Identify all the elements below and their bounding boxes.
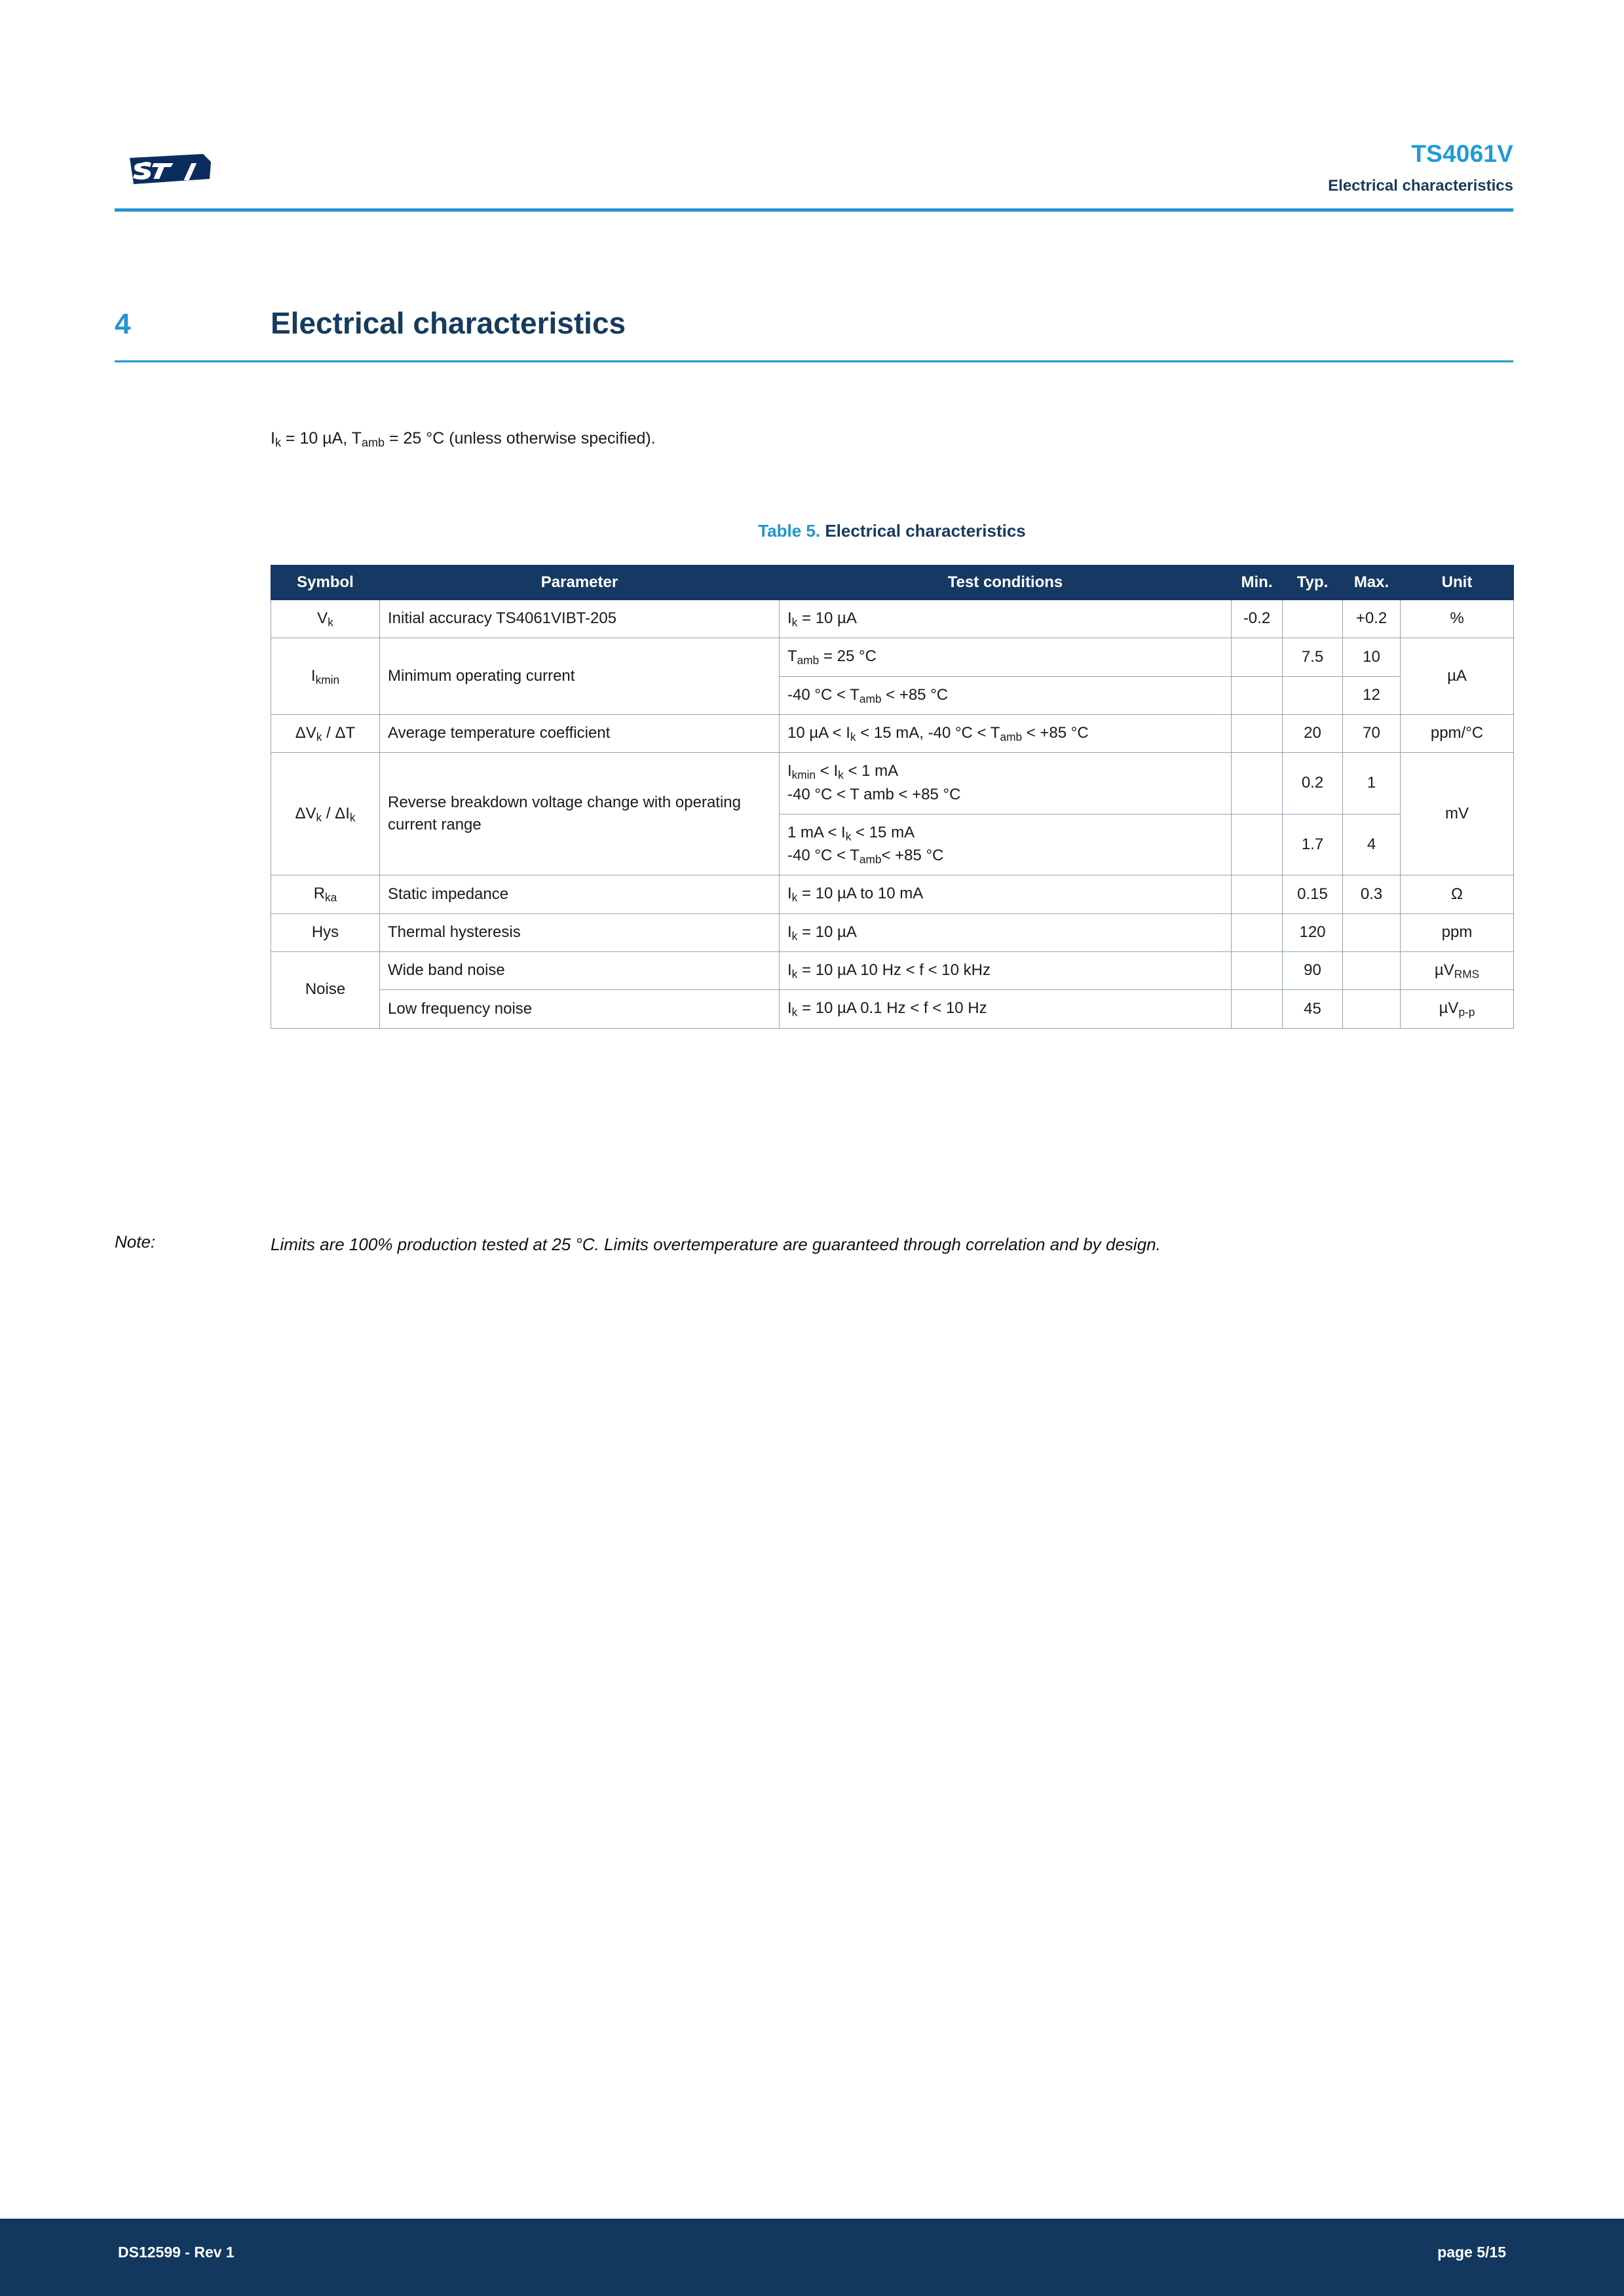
intro-suffix: = 25 °C (unless otherwise specified).: [385, 429, 656, 448]
table-caption-label: Table 5.: [758, 521, 821, 541]
col-header-symbol: Symbol: [271, 565, 380, 600]
table-caption: [271, 521, 1513, 541]
cell-symbol: $\Delta V_k / \Delta I_k$: [271, 753, 380, 875]
electrical-characteristics-table: [271, 565, 1514, 1029]
cell-max: [1343, 913, 1401, 951]
electrical-characteristics-table-wrapper: [271, 565, 1513, 1029]
st-logo-icon: [124, 149, 216, 189]
cell-symbol: $I_{kmin}$: [271, 638, 380, 715]
cell-min: [1232, 814, 1283, 875]
cell-min: [1232, 952, 1283, 990]
cell-max: 0.3: [1343, 875, 1401, 913]
cell-unit: mV: [1401, 753, 1514, 875]
cell-typ: 0.2: [1283, 753, 1343, 814]
cell-parameter: Minimum operating current: [380, 638, 780, 715]
table-row: [271, 600, 1514, 638]
header-text-group: [1328, 141, 1513, 195]
cell-test-condition: $T_{amb} = 25$ °C: [780, 638, 1232, 676]
cell-test-condition: $I_k = 10$ µA to 10 mA: [780, 875, 1232, 913]
cell-symbol: $R_{ka}$: [271, 875, 380, 913]
table-header-row: [271, 565, 1514, 600]
cell-max: +0.2: [1343, 600, 1401, 638]
cell-unit: ppm/°C: [1401, 715, 1514, 753]
test-conditions-intro: [271, 429, 656, 450]
document-title: TS4061V: [1411, 140, 1513, 167]
cell-min: [1232, 913, 1283, 951]
table-row: [271, 638, 1514, 676]
section-number: 4: [115, 308, 131, 340]
cell-parameter: Initial accuracy TS4061VIBT-205: [380, 600, 780, 638]
cell-unit: µA: [1401, 638, 1514, 715]
cell-min: [1232, 753, 1283, 814]
cell-min: [1232, 875, 1283, 913]
cell-min: [1232, 715, 1283, 753]
col-header-test-conditions: Test conditions: [780, 565, 1232, 600]
cell-max: [1343, 952, 1401, 990]
cell-unit: Ω: [1401, 875, 1514, 913]
table-row: [271, 875, 1514, 913]
cell-test-condition: 1 mA < $I_k < 15$ mA -40 $^\circ C < T_{amb}< +85$ °C: [780, 814, 1232, 875]
intro-prefix: I: [271, 429, 275, 448]
cell-test-condition: $I_k = 10$ µA: [780, 913, 1232, 951]
cell-typ: 120: [1283, 913, 1343, 951]
col-header-unit: Unit: [1401, 565, 1514, 600]
cell-symbol: $\Delta V_k$ / ΔT: [271, 715, 380, 753]
table-row: [271, 913, 1514, 951]
col-header-max: Max.: [1343, 565, 1401, 600]
note-label: Note:: [115, 1232, 156, 1252]
cell-parameter: Wide band noise: [380, 952, 780, 990]
footer-document-id: DS12599 - Rev 1: [118, 2244, 235, 2261]
cell-typ: 20: [1283, 715, 1343, 753]
cell-parameter: Static impedance: [380, 875, 780, 913]
col-header-typ: Typ.: [1283, 565, 1343, 600]
footer-page-number: page 5/15: [1437, 2244, 1506, 2261]
cell-typ: 7.5: [1283, 638, 1343, 676]
cell-test-condition: $I_k = 10$ µA 10 Hz < f < 10 kHz: [780, 952, 1232, 990]
cell-max: 4: [1343, 814, 1401, 875]
cell-max: 1: [1343, 753, 1401, 814]
page-footer: [0, 2219, 1624, 2296]
cell-min: -0.2: [1232, 600, 1283, 638]
cell-parameter: Average temperature coefficient: [380, 715, 780, 753]
cell-typ: 1.7: [1283, 814, 1343, 875]
cell-parameter: Reverse breakdown voltage change with operating current range: [380, 753, 780, 875]
cell-max: 10: [1343, 638, 1401, 676]
note-text: Limits are 100% production tested at 25 °C. Limits overtemperature are guaranteed through correlation and by design.: [271, 1234, 1161, 1254]
cell-test-condition: $I_{kmin} < I_k < 1$ mA -40 °C < T amb < +85 °C: [780, 753, 1232, 814]
col-header-min: Min.: [1232, 565, 1283, 600]
cell-typ: [1283, 600, 1343, 638]
cell-unit: %: [1401, 600, 1514, 638]
table-row: [271, 753, 1514, 814]
cell-test-condition: 10 $\mu A < I_k < 15$ mA, -40 $^\circ C < T_{amb} < +85$ °C: [780, 715, 1232, 753]
intro-sub-amb: amb: [362, 436, 385, 450]
cell-typ: 90: [1283, 952, 1343, 990]
cell-unit: µV$_{p-p}$: [1401, 990, 1514, 1028]
cell-unit: µV$_{RMS}$: [1401, 952, 1514, 990]
section-heading: [115, 308, 1513, 367]
cell-symbol: $V_k$: [271, 600, 380, 638]
table-caption-text: Electrical characteristics: [825, 521, 1026, 541]
cell-test-condition: -40 $^\circ C < T_{amb} < +85$ °C: [780, 676, 1232, 714]
cell-unit: ppm: [1401, 913, 1514, 951]
table-row: [271, 715, 1514, 753]
col-header-parameter: Parameter: [380, 565, 780, 600]
section-divider: [115, 360, 1513, 362]
cell-max: 70: [1343, 715, 1401, 753]
cell-max: 12: [1343, 676, 1401, 714]
header-subtitle: Electrical characteristics: [1328, 176, 1513, 195]
page-header: [115, 141, 1513, 220]
cell-min: [1232, 676, 1283, 714]
table-row: [271, 952, 1514, 990]
cell-min: [1232, 638, 1283, 676]
table-row: [271, 990, 1514, 1028]
cell-parameter: Low frequency noise: [380, 990, 780, 1028]
cell-min: [1232, 990, 1283, 1028]
cell-max: [1343, 990, 1401, 1028]
intro-sub-k: k: [274, 436, 281, 450]
section-title: Electrical characteristics: [271, 306, 626, 340]
intro-mid: = 10 µA, T: [280, 429, 362, 448]
cell-test-condition: $I_k = 10$ µA: [780, 600, 1232, 638]
cell-parameter: Thermal hysteresis: [380, 913, 780, 951]
cell-symbol: Noise: [271, 952, 380, 1029]
cell-symbol: Hys: [271, 913, 380, 951]
cell-test-condition: $I_k = 10$ µA 0.1 Hz < f < 10 Hz: [780, 990, 1232, 1028]
cell-typ: 0.15: [1283, 875, 1343, 913]
header-divider: [115, 208, 1513, 212]
cell-typ: [1283, 676, 1343, 714]
cell-typ: 45: [1283, 990, 1343, 1028]
